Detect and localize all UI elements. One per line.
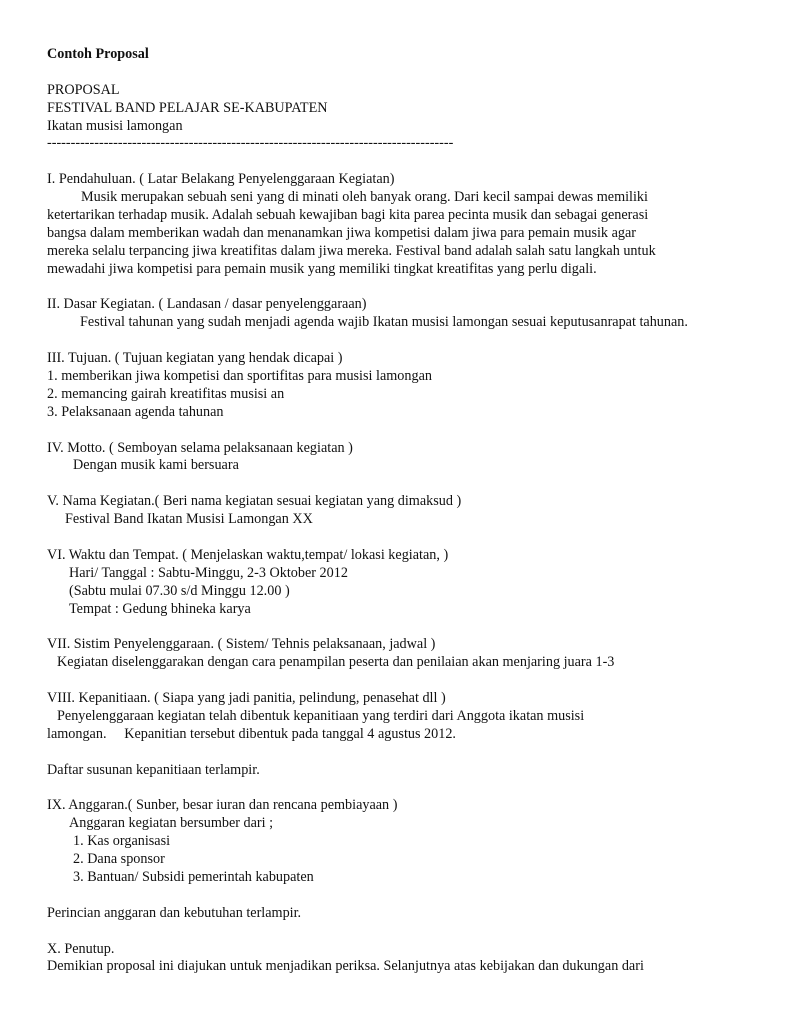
paragraph-line: Kegiatan diselenggarakan dengan cara penampilan peserta dan penilaian akan menjaring juara 1-3: [57, 654, 615, 671]
spacer: [47, 529, 767, 547]
list-item: 2. memancing gairah kreatifitas musisi an: [47, 385, 285, 402]
section-tujuan: [47, 350, 767, 422]
paragraph-line: Musik merupakan sebuah seni yang di minati oleh banyak orang. Dari kecil sampai dewas memiliki: [81, 189, 648, 206]
section-pendahuluan: [47, 171, 767, 278]
list-item: 1. Kas organisasi: [73, 833, 171, 850]
section-nama-kegiatan: [47, 493, 767, 529]
paragraph-line: mewadahi jiwa kompetisi para pemain musik yang memiliki tingkat kreatifitas yang perlu digali.: [47, 260, 597, 277]
section-heading: IX. Anggaran.( Sunber, besar iuran dan rencana pembiayaan ): [47, 797, 398, 814]
section-heading: IV. Motto. ( Semboyan selama pelaksanaan kegiatan ): [47, 439, 353, 456]
proposal-document: [47, 46, 767, 976]
section-penutup: [47, 941, 767, 977]
paragraph-line: Festival tahunan yang sudah menjadi agenda wajib Ikatan musisi lamongan sesuai keputusanrapat tahunan.: [80, 314, 688, 331]
section-heading: II. Dasar Kegiatan. ( Landasan / dasar penyelenggaraan): [47, 296, 367, 313]
spacer: [47, 923, 767, 941]
event-name: Festival Band Ikatan Musisi Lamongan XX: [65, 511, 313, 528]
paragraph-line: ketertarikan terhadap musik. Adalah sebuah kewajiban bagi kita parea pecinta musik dan sebagai generasi: [47, 207, 649, 224]
spacer: [47, 780, 767, 798]
paragraph-line: bangsa dalam memberikan wadah dan menanamkan jiwa kompetisi dalam jiwa para pemain musik agar: [47, 224, 636, 241]
list-item: 2. Dana sponsor: [73, 851, 165, 868]
spacer: [47, 619, 767, 637]
section-motto: [47, 440, 767, 476]
paragraph-line: mereka selalu terpancing jiwa kreatifitas dalam jiwa mereka. Festival band adalah salah satu langkah untuk: [47, 242, 656, 259]
section-heading: X. Penutup.: [47, 940, 115, 957]
spacer: [47, 332, 767, 350]
title-line-proposal: PROPOSAL: [47, 81, 120, 98]
section-kepanitiaan: [47, 690, 767, 779]
title-line-festival: FESTIVAL BAND PELAJAR SE-KABUPATEN: [47, 99, 328, 116]
spacer: [47, 279, 767, 297]
list-item: 3. Pelaksanaan agenda tahunan: [47, 403, 224, 420]
section-heading: VIII. Kepanitiaan. ( Siapa yang jadi panitia, pelindung, penasehat dll ): [47, 690, 446, 707]
spacer: [47, 64, 767, 82]
section-heading: VI. Waktu dan Tempat. ( Menjelaskan waktu,tempat/ lokasi kegiatan, ): [47, 546, 449, 563]
paragraph-line: Penyelenggaraan kegiatan telah dibentuk kepanitiaan yang terdiri dari Anggota ikatan musisi: [57, 707, 585, 724]
document-heading: Contoh Proposal: [47, 46, 149, 62]
spacer: [47, 672, 767, 690]
paragraph-line: Anggaran kegiatan bersumber dari ;: [69, 815, 274, 832]
section-heading: VII. Sistim Penyelenggaraan. ( Sistem/ Tehnis pelaksanaan, jadwal ): [47, 636, 436, 653]
section-sistim-penyelenggaraan: [47, 636, 767, 672]
spacer: [47, 744, 767, 762]
section-heading: III. Tujuan. ( Tujuan kegiatan yang hendak dicapai ): [47, 350, 343, 367]
title-line-organizer: Ikatan musisi lamongan: [47, 117, 183, 134]
spacer: [47, 887, 767, 905]
attachment-note: Daftar susunan kepanitiaan terlampir.: [47, 761, 260, 778]
motto-text: Dengan musik kami bersuara: [73, 457, 239, 474]
list-item: 1. memberikan jiwa kompetisi dan sportifitas para musisi lamongan: [47, 368, 432, 385]
section-waktu-tempat: [47, 547, 767, 619]
spacer: [47, 153, 767, 171]
attachment-note: Perincian anggaran dan kebutuhan terlampir.: [47, 904, 302, 921]
section-dasar-kegiatan: [47, 296, 767, 332]
event-date: Hari/ Tanggal : Sabtu-Minggu, 2-3 Oktober 2012: [69, 564, 348, 581]
list-item: 3. Bantuan/ Subsidi pemerintah kabupaten: [73, 868, 314, 885]
separator-line: --------------------------------------------------------------------------------------: [47, 135, 454, 152]
section-heading: V. Nama Kegiatan.( Beri nama kegiatan sesuai kegiatan yang dimaksud ): [47, 493, 462, 510]
paragraph-line: lamongan. Kepanitian tersebut dibentuk pada tanggal 4 agustus 2012.: [47, 725, 456, 742]
spacer: [47, 422, 767, 440]
paragraph-line: Demikian proposal ini diajukan untuk menjadikan periksa. Selanjutnya atas kebijakan dan dukungan dari: [47, 958, 644, 975]
section-heading: I. Pendahuluan. ( Latar Belakang Penyelenggaraan Kegiatan): [47, 171, 395, 188]
spacer: [47, 475, 767, 493]
section-anggaran: [47, 797, 767, 922]
event-venue: Tempat : Gedung bhineka karya: [69, 600, 251, 617]
event-time: (Sabtu mulai 07.30 s/d Minggu 12.00 ): [69, 582, 290, 599]
